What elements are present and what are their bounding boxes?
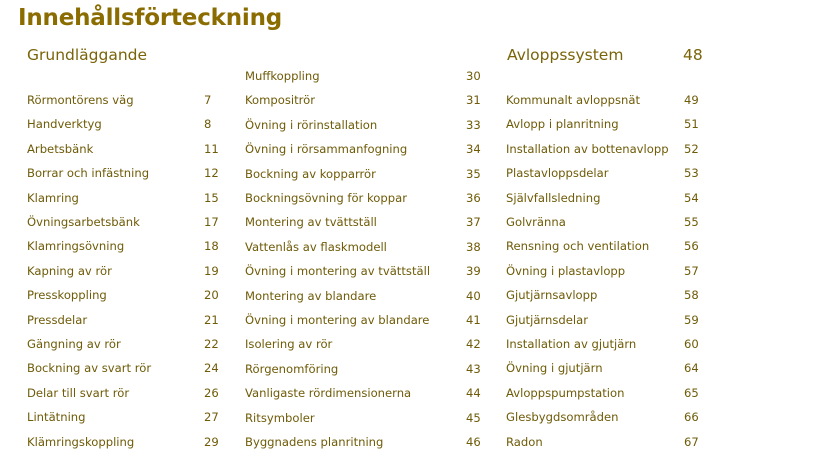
toc-entry	[27, 434, 219, 449]
toc-entry-label: Arbetsbänk	[27, 141, 94, 156]
toc-entry-page: 43	[466, 361, 481, 376]
toc-entry-page: 58	[684, 288, 699, 303]
toc-entry-label: Muffkoppling	[245, 69, 320, 83]
toc-entry	[506, 361, 699, 376]
toc-entry	[245, 410, 481, 425]
toc-entry-label: Klamring	[27, 190, 79, 205]
toc-entry	[27, 239, 219, 254]
toc-entry	[506, 141, 699, 156]
toc-entry-page: 27	[204, 410, 219, 425]
toc-entry-page: 19	[204, 263, 219, 278]
toc-entry-label: Kommunalt avloppsnät	[506, 93, 640, 107]
toc-entry-page: 26	[204, 385, 219, 400]
toc-entry	[245, 191, 481, 205]
toc-entry	[245, 361, 481, 376]
toc-entry-label: Rörmontörens väg	[27, 93, 134, 107]
toc-entry	[506, 434, 699, 449]
toc-entry-page: 20	[204, 288, 219, 303]
toc-entry-page: 22	[204, 337, 219, 351]
toc-entry	[27, 93, 212, 107]
toc-entry-page: 37	[466, 215, 481, 230]
toc-entry-label: Radon	[506, 434, 543, 449]
toc-entry-page: 49	[684, 93, 699, 107]
toc-entry-label: Bockning av kopparrör	[245, 166, 376, 181]
toc-entry-page: 36	[466, 191, 481, 205]
toc-entry	[245, 386, 481, 401]
toc-entry-page: 15	[204, 190, 219, 205]
toc-entry-label: Övning i rörinstallation	[245, 117, 378, 132]
toc-entry-label: Gjutjärnsavlopp	[506, 288, 598, 303]
toc-entry	[506, 337, 699, 351]
toc-entry-label: Installation av bottenavlopp	[506, 141, 669, 156]
toc-entry-label: Golvränna	[506, 215, 566, 229]
toc-entry	[245, 239, 481, 254]
toc-entry	[27, 312, 219, 327]
toc-entry	[245, 435, 481, 449]
toc-entry-page: 57	[684, 263, 699, 278]
toc-entry-label: Övning i montering av blandare	[245, 313, 430, 327]
toc-entry-page: 51	[684, 117, 699, 132]
toc-entry	[245, 313, 481, 327]
toc-entry-label: Plastavloppsdelar	[506, 166, 609, 181]
toc-entry-page: 46	[466, 435, 481, 449]
toc-entry-label: Vattenlås av flaskmodell	[245, 239, 387, 254]
toc-entry-label: Övning i rörsammanfogning	[245, 142, 408, 157]
toc-entry-page: 38	[466, 239, 481, 254]
toc-entry	[27, 361, 219, 376]
toc-entry-label: Vanligaste rördimensionerna	[245, 386, 412, 401]
toc-entry	[27, 337, 219, 351]
toc-entry-page: 7	[204, 93, 212, 107]
toc-entry-label: Avlopp i planritning	[506, 117, 619, 132]
toc-entry	[506, 288, 699, 303]
toc-entry-page: 8	[204, 117, 212, 132]
toc-entry-label: Övning i gjutjärn	[506, 361, 603, 376]
toc-entry-page: 39	[466, 264, 481, 279]
toc-entry	[245, 69, 481, 83]
toc-entry	[27, 117, 212, 132]
toc-entry-label: Installation av gjutjärn	[506, 337, 637, 351]
toc-entry-page: 54	[684, 190, 699, 205]
toc-entry-label: Presskoppling	[27, 288, 107, 303]
toc-entry	[506, 215, 699, 229]
toc-entry	[245, 264, 481, 279]
toc-entry-label: Montering av blandare	[245, 288, 377, 303]
section-heading-label: Avloppssystem	[507, 46, 624, 64]
toc-entry-page: 30	[466, 69, 481, 83]
toc-entry	[506, 410, 699, 425]
toc-entry-page: 42	[466, 337, 481, 352]
toc-entry-page: 64	[684, 361, 699, 376]
toc-entry	[27, 410, 219, 425]
toc-entry-label: Övning i plastavlopp	[506, 263, 626, 278]
toc-entry-label: Glesbygdsområden	[506, 410, 619, 425]
toc-entry	[245, 117, 481, 132]
toc-entry-page: 21	[204, 312, 219, 327]
toc-entry-label: Lintätning	[27, 410, 86, 425]
toc-entry	[27, 288, 219, 303]
toc-entry-page: 35	[466, 166, 481, 181]
toc-entry-label: Kapning av rör	[27, 263, 112, 278]
toc-entry-page: 44	[466, 386, 481, 401]
toc-entry	[27, 141, 219, 156]
toc-entry-label: Klämringskoppling	[27, 434, 135, 449]
toc-entry	[506, 190, 699, 205]
toc-entry	[27, 263, 219, 278]
toc-entry-label: Rörgenomföring	[245, 361, 339, 376]
toc-entry-label: Byggnadens planritning	[245, 435, 384, 449]
toc-entry-label: Gjutjärnsdelar	[506, 312, 588, 327]
toc-entry-label: Montering av tvättställ	[245, 215, 377, 230]
toc-entry	[506, 312, 699, 327]
toc-entry	[245, 288, 481, 303]
toc-entry-page: 67	[684, 434, 699, 449]
toc-entry-label: Bockningsövning för koppar	[245, 191, 407, 205]
toc-entry-label: Avloppspumpstation	[506, 385, 625, 400]
toc-entry-page: 33	[466, 117, 481, 132]
toc-entry	[27, 190, 219, 205]
toc-entry-page: 41	[466, 313, 481, 327]
toc-entry	[27, 166, 219, 181]
toc-entry-label: Gängning av rör	[27, 337, 121, 351]
toc-entry-page: 12	[204, 166, 219, 181]
toc-entry-page: 29	[204, 434, 219, 449]
toc-entry	[245, 337, 481, 352]
section-heading-label: Grundläggande	[27, 46, 148, 64]
toc-entry-page: 60	[684, 337, 699, 351]
toc-entry-page: 52	[684, 141, 699, 156]
toc-entry	[245, 166, 481, 181]
toc-entry-page: 34	[466, 142, 481, 157]
toc-entry-label: Pressdelar	[27, 312, 88, 327]
page-title: Innehållsförteckning	[18, 5, 283, 31]
toc-entry-label: Isolering av rör	[245, 337, 333, 352]
toc-entry-page: 55	[684, 215, 699, 229]
toc-entry-page: 45	[466, 410, 481, 425]
section-heading-grundlaggande	[27, 46, 147, 64]
section-heading-avloppssystem	[507, 46, 703, 64]
toc-entry	[27, 385, 219, 400]
toc-entry-label: Rensning och ventilation	[506, 239, 650, 254]
toc-entry-page: 24	[204, 361, 219, 376]
toc-entry-label: Ritsymboler	[245, 410, 315, 425]
toc-entry-page: 40	[466, 288, 481, 303]
toc-entry-page: 53	[684, 166, 699, 181]
toc-entry-label: Handverktyg	[27, 117, 102, 132]
toc-entry	[506, 93, 699, 107]
toc-entry-page: 31	[466, 93, 481, 108]
toc-entry	[506, 117, 699, 132]
toc-entry-page: 66	[684, 410, 699, 425]
toc-entry-label: Klamringsövning	[27, 239, 125, 254]
toc-entry-page: 11	[204, 141, 219, 156]
toc-entry-page: 17	[204, 215, 219, 229]
toc-entry-label: Bockning av svart rör	[27, 361, 152, 376]
section-heading-page: 48	[683, 46, 703, 64]
toc-entry	[245, 142, 481, 157]
toc-entry-page: 59	[684, 312, 699, 327]
toc-entry-label: Delar till svart rör	[27, 385, 130, 400]
toc-entry-label: Övningsarbetsbänk	[27, 215, 140, 229]
toc-entry	[506, 166, 699, 181]
toc-entry	[27, 215, 219, 229]
toc-entry-label: Kompositrör	[245, 93, 316, 108]
toc-entry	[506, 239, 699, 254]
toc-entry	[506, 263, 699, 278]
toc-entry	[245, 93, 481, 108]
toc-entry-label: Borrar och infästning	[27, 166, 150, 181]
toc-entry-page: 56	[684, 239, 699, 254]
toc-entry	[506, 385, 699, 400]
toc-entry-page: 18	[204, 239, 219, 254]
toc-entry	[245, 215, 481, 230]
toc-entry-label: Övning i montering av tvättställ	[245, 264, 431, 279]
toc-entry-label: Självfallsledning	[506, 190, 601, 205]
toc-entry-page: 65	[684, 385, 699, 400]
